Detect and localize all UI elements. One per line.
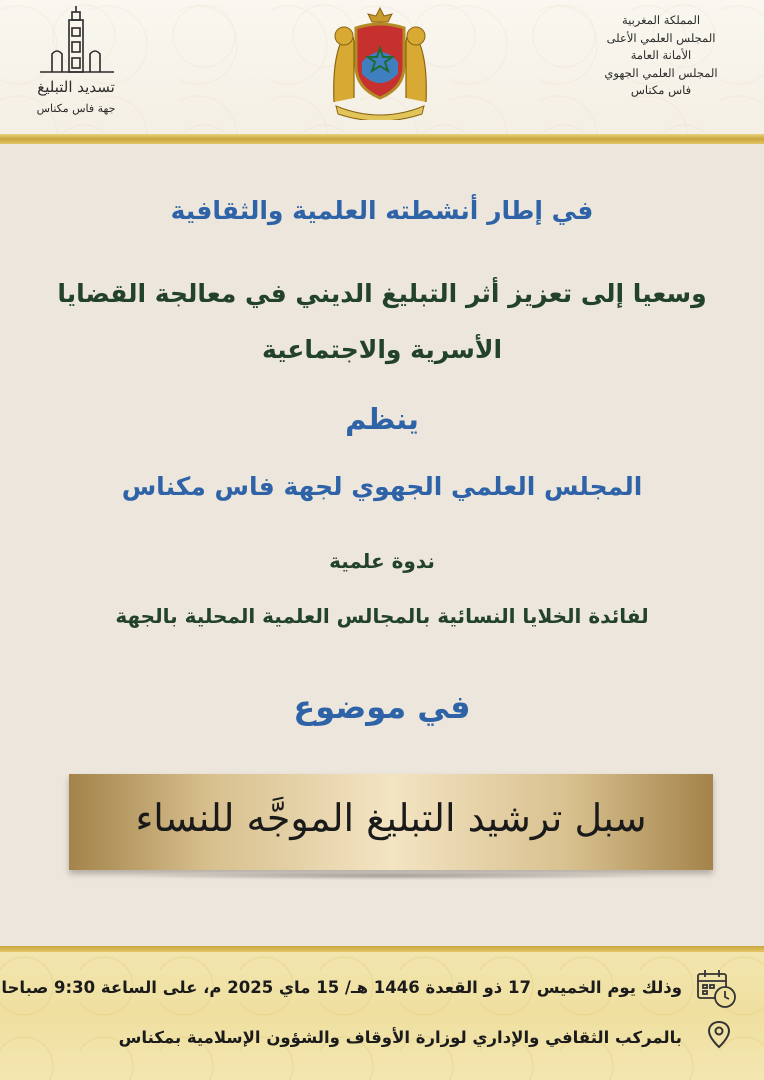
footer-band [0, 946, 764, 1080]
event-venue-line: بالمركب الثقافي والإداري لوزارة الأوقاف والشؤون الإسلامية بمكناس [118, 1028, 682, 1047]
header-gold-divider [0, 134, 764, 144]
footer-gold-divider [0, 946, 764, 952]
org-line: المملكة المغربية [621, 13, 701, 27]
logo-left-subtitle: جهة فاس مكناس [36, 102, 116, 115]
event-date-line: وذلك يوم الخميس 17 ذو القعدة 1446 هـ/ 15 ماي 2025 م، على الساعة 9:30 صباحا [1, 978, 682, 997]
topic-title-plate [69, 774, 713, 870]
org-line: المجلس العلمي الأعلى [606, 30, 716, 45]
seminar-label: ندوة علمية [329, 549, 435, 573]
council-name: المجلس العلمي الجهوي لجهة فاس مكناس [121, 472, 643, 501]
calendar-clock-icon [696, 968, 738, 1010]
footer-ornament-pattern [0, 946, 764, 1080]
purpose-line-2: الأسرية والاجتماعية [261, 335, 503, 364]
topic-title: سبل ترشيد التبليغ الموجَّه للنساء [135, 796, 647, 840]
intro-heading: في إطار أنشطته العلمية والثقافية [170, 196, 594, 225]
beneficiary-line: لفائدة الخلايا النسائية بالمجالس العلمية المحلية بالجهة [115, 604, 649, 628]
topic-label: في موضوع [293, 688, 471, 726]
org-line: الأمانة العامة [630, 48, 692, 62]
org-line: المجلس العلمي الجهوي [604, 65, 718, 80]
coat-of-arms-icon [324, 6, 436, 120]
logo-left-title: تسديد التبليغ [37, 78, 115, 96]
organization-block [576, 12, 746, 100]
org-line: فاس مكناس [630, 83, 692, 97]
organizes-heading: ينظم [345, 402, 419, 436]
location-pin-icon [706, 1020, 732, 1050]
purpose-line-1: وسعيا إلى تعزيز أثر التبليغ الديني في معالجة القضايا [57, 279, 707, 308]
